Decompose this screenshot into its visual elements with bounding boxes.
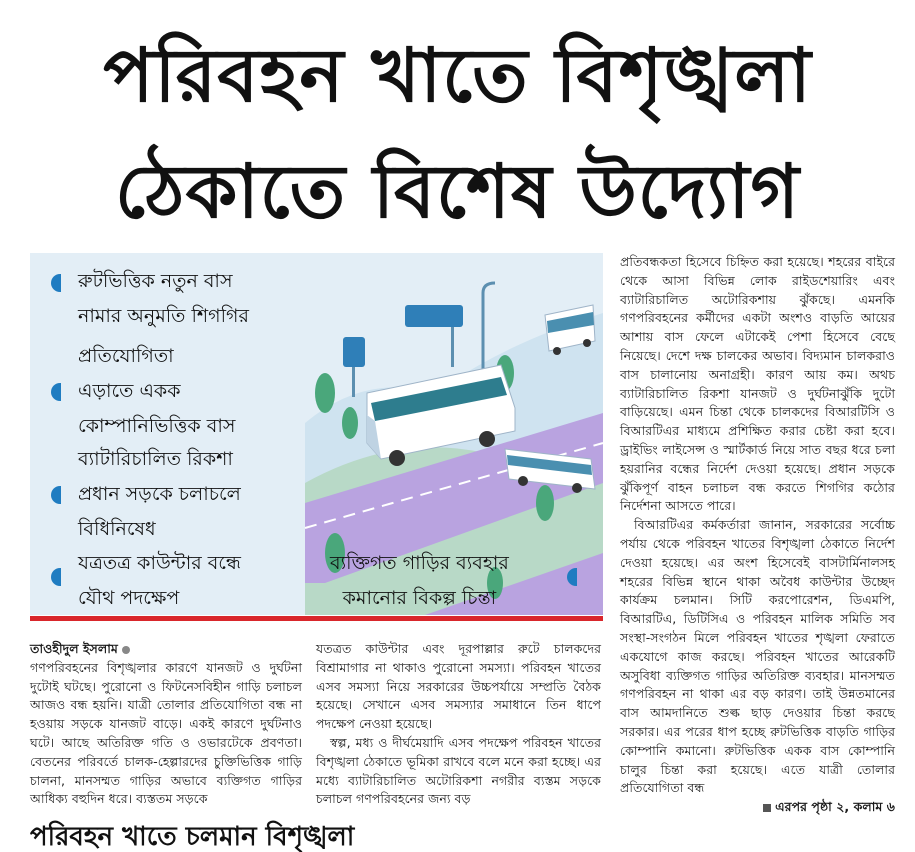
article-column-2 xyxy=(316,640,601,809)
square-bullet-icon xyxy=(763,804,771,812)
col2-paragraph-1: যতত্রত কাউন্টার এবং দূরপাল্লার রুটে চালকদের বিশ্রামাগার না থাকাও পুরোনো সমস্যা। পরিবহন খাতের এসব সমস্যা নিয়ে সরকারের উচ্চপর্যায়ে সম্প্রতি বৈঠক হয়েছে। সেখানে এসব সমস্যার সমাধানে তিন ধাপে পদক্ষেপ নেওয়া হয়েছে। xyxy=(316,641,601,732)
headline xyxy=(0,18,915,250)
bullet-counter-closure: যত্রতত্র কাউন্টার বন্ধে যৌথ পদক্ষেপ xyxy=(78,546,241,616)
next-article-cut: পরিবহন খাতে চলমান বিশৃঙ্খলা xyxy=(30,822,355,852)
article-column-1 xyxy=(30,640,302,809)
bullet-battery-rickshaw: ব্যাটারিচালিত রিকশা প্রধান সড়কে চলাচলে বিধিনিষেধ xyxy=(78,442,241,547)
bullet-route-bus: রুটভিত্তিক নতুন বাস নামার অনুমতি শিগগির xyxy=(78,264,249,334)
headline-line-1: পরিবহন খাতে বিশৃঙ্খলা xyxy=(103,33,812,119)
col2-paragraph-2: স্বল্প, মধ্য ও দীর্ঘমেয়াদি এসব পদক্ষেপ পরিবহন খাতের বিশৃঙ্খলা ঠেকাতে ভূমিকা রাখবে বলে মনে করা হচ্ছে। এর মধ্যে ব্যাটারিচালিত অটোরিকশা নগরীর ব্যস্তম সড়কে চলাচল গণপরিবহনের জন্য বড় xyxy=(316,734,601,807)
col1-paragraph: গণপরিবহনের বিশৃঙ্খলার কারণে যানজট ও দুর্ঘটনা দুটোই ঘটছে। পুরোনো ও ফিটনেসবিহীন গাড়ি চলাচল আজও বন্ধ হয়নি। যাত্রী তোলার প্রতিযোগিতা বন্ধ না হওয়ায় সড়কে যানজট বাড়ে। একই কারণে দুর্ঘটনাও ঘটে। আছে অতিরিক্ত গতি ও ওভারটেকে প্রবণতা। বেতনের পরিবর্তে চালক-হেল্পারদের চুক্তিভিত্তিক গাড়ি চালনা, মানসম্মত গাড়ির অভাবে ব্যক্তিগত গাড়ির আধিক্য বহুদিন ধরে। ব্যস্ততম সড়কে xyxy=(30,659,302,807)
headline-line-2: ঠেকাতে বিশেষ উদ্যোগ xyxy=(115,149,800,235)
infographic xyxy=(30,253,603,615)
bullet-private-car: ব্যক্তিগত গাড়ির ব্যবহার কমানোর বিকল্প চিন্তা xyxy=(330,552,509,609)
byline-dot-icon xyxy=(122,646,130,654)
red-divider xyxy=(30,616,603,621)
col3-paragraph-2: বিআরটিএর কর্মকর্তারা জানান, সরকারের সর্বোচ্চ পর্যায় থেকে পরিবহন খাতের বিশৃঙ্খলা ঠেকাতে নির্দেশ দেওয়া হয়েছে। এর অংশ হিসেবেই বাসটার্মিনালসহ শহরের বিভিন্ন স্থানে থাকা অবৈধ কাউন্টার উচ্ছেদ কার্যক্রম চলমান। সিটি করপোরেশন, ডিএমপি, বিআরটিএ, ডিটিসিএ ও পরিবহন মালিক সমিতি সব সংস্থা-সংগঠন মিলে পরিবহন খাতের শৃঙ্খলা ফেরাতে একযোগে কাজ করছে। পরিবহন খাতের আরেকটি অসুবিধা ব্যক্তিগত গাড়ির অতিরিক্ত ব্যবহার। মানসম্মত গণপরিবহন না থাকা এর বড় কারণ। তাই উন্নতমানের বাস আমদানিতে শুল্ক ছাড় দেওয়ার চিন্তা করছে সরকার। এর পরের ধাপ হচ্ছে রুটভিত্তিক বাড়তি গাড়ির কোম্পানি কমানো। রুটভিত্তিক একক বাস কোম্পানি চালুর চিন্তা করা হয়েছে। এতে যাত্রী তোলার প্রতিযোগিতা বন্ধ xyxy=(620,517,895,796)
article-column-3 xyxy=(620,253,895,817)
bullet-single-company: প্রতিযোগিতা এড়াতে একক কোম্পানিভিত্তিক বাস xyxy=(78,339,235,444)
col3-paragraph-1: প্রতিবন্ধকতা হিসেবে চিহ্নিত করা হয়েছে। শহরের বাইরে থেকে আসা বিভিন্ন লোক রাইডশেয়ারিং এবং ব্যাটারিচালিত অটোরিকশায় ঝুঁকছে। এমনকি গণপরিবহনের কর্মীদের একটা অংশও বাড়তি আয়ের আশায় বাস ফেলে এটাকেই পেশা হিসেবে বেছে নিয়েছে। দেশে দক্ষ চালকের অভাব। বিদ্যমান চালকরাও বাস চালানোয় অনাগ্রহী। কারণ আয় কম। অথচ ব্যাটারিচালিত রিকশা যানজট ও দুর্ঘটনাঝুঁকি দুটো বাড়িয়েছে। এমন চিন্তা থেকে চালকদের বিআরটিসি ও বিআরটিএর মাধ্যমে প্রশিক্ষিত করার চেষ্টা করা হবে। ড্রাইভিং লাইসেন্স ও স্মার্টকার্ড নিয়ে সাত বছর ধরে চলা হয়রানির বন্ধের নির্দেশ দেওয়া হয়েছে। প্রধান সড়কে ঝুঁকিপূর্ণ বাহন চলাচল বন্ধ করতে শিগগির কঠোর নির্দেশনা আসতে পারে। xyxy=(620,254,895,514)
continued-on[interactable]: এরপর পৃষ্ঠা ২, কলাম ৬ xyxy=(620,798,895,817)
byline: তাওহীদুল ইসলাম xyxy=(30,640,302,659)
